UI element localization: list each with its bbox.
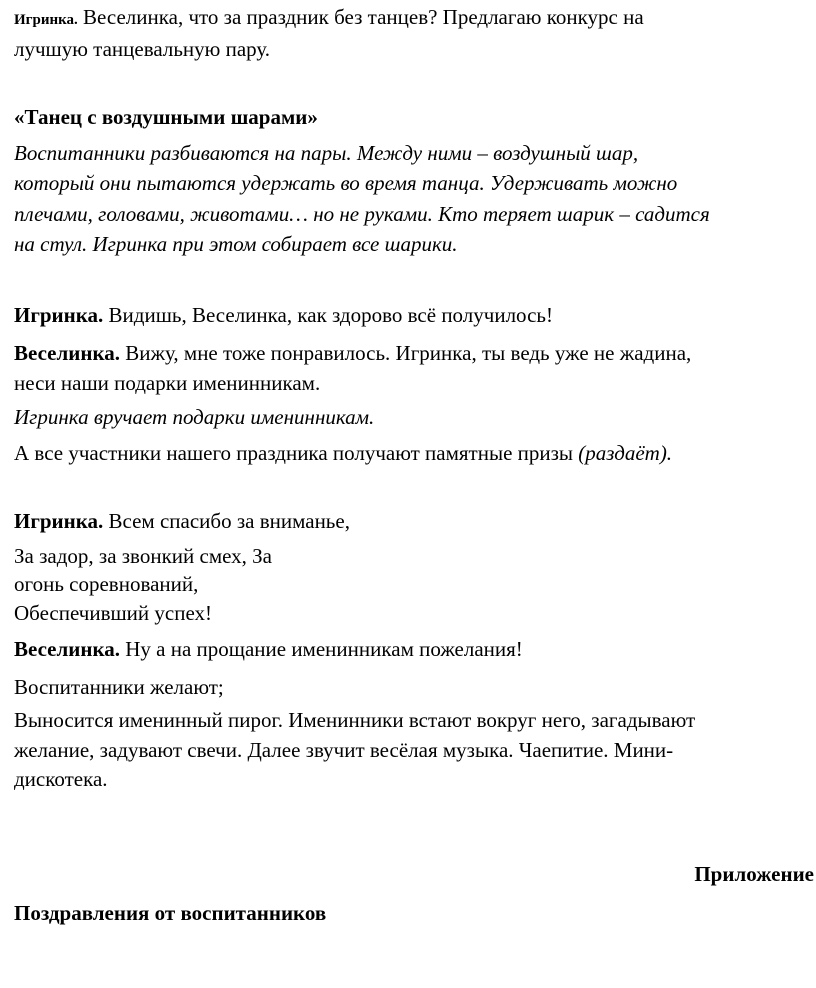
dialogue-text-continuation: лучшую танцевальную пару.	[14, 37, 271, 61]
dialogue-text-continuation: неси наши подарки именинникам.	[14, 371, 321, 395]
paragraph-igrinka-dance-invite	[14, 4, 644, 33]
dialogue-text: Видишь, Веселинка, как здорово всё получилось!	[103, 303, 553, 327]
paragraph-veselinka-wishes	[14, 636, 523, 662]
prizes-text: А все участники нашего праздника получают памятные призы	[14, 441, 579, 465]
speaker-igrinka: Игринка.	[14, 303, 104, 327]
poem-line: огонь соревнований,	[14, 572, 199, 596]
dialogue-text: Всем спасибо за вниманье,	[103, 509, 350, 533]
dialogue-text: Веселинка, что за праздник без танцев? Предлагаю конкурс на	[77, 5, 644, 29]
stage-direction-line: плечами, головами, животами… но не руками. Кто теряет шарик – садится	[14, 202, 710, 226]
appendix-label: Приложение	[694, 862, 814, 886]
closing-line: Выносится именинный пирог. Именинники встают вокруг него, загадывают	[14, 708, 696, 732]
stage-direction-line: который они пытаются удержать во время танца. Удерживать можно	[14, 171, 678, 195]
speaker-igrinka: Игринка.	[14, 12, 78, 28]
stage-direction-gifts: Игринка вручает подарки именинникам.	[14, 405, 375, 429]
poem-line: Обеспечивший успех!	[14, 601, 212, 625]
dialogue-text: Ну а на прощание именинникам пожелания!	[120, 637, 523, 661]
paragraph-igrinka-success	[14, 302, 553, 328]
speaker-veselinka: Веселинка.	[14, 341, 120, 365]
congratulations-heading: Поздравления от воспитанников	[14, 901, 327, 925]
dialogue-text: Вижу, мне тоже понравилось. Игринка, ты ведь уже не жадина,	[120, 341, 692, 365]
closing-line: желание, задувают свечи. Далее звучит весёлая музыка. Чаепитие. Мини-	[14, 738, 674, 762]
paragraph-pupils-wish: Воспитанники желают;	[14, 675, 224, 699]
poem-line: За задор, за звонкий смех, За	[14, 544, 272, 568]
prizes-remark: (раздаёт).	[578, 441, 673, 465]
stage-direction-line: на стул. Игринка при этом собирает все шарики.	[14, 232, 458, 256]
dance-title: «Танец с воздушными шарами»	[14, 105, 318, 129]
closing-line: дискотека.	[14, 767, 108, 791]
paragraph-veselinka-gifts	[14, 340, 691, 366]
speaker-igrinka: Игринка.	[14, 509, 104, 533]
paragraph-prizes	[14, 440, 672, 466]
speaker-veselinka: Веселинка.	[14, 637, 120, 661]
paragraph-igrinka-thanks	[14, 508, 350, 534]
stage-direction-line: Воспитанники разбиваются на пары. Между ними – воздушный шар,	[14, 141, 639, 165]
